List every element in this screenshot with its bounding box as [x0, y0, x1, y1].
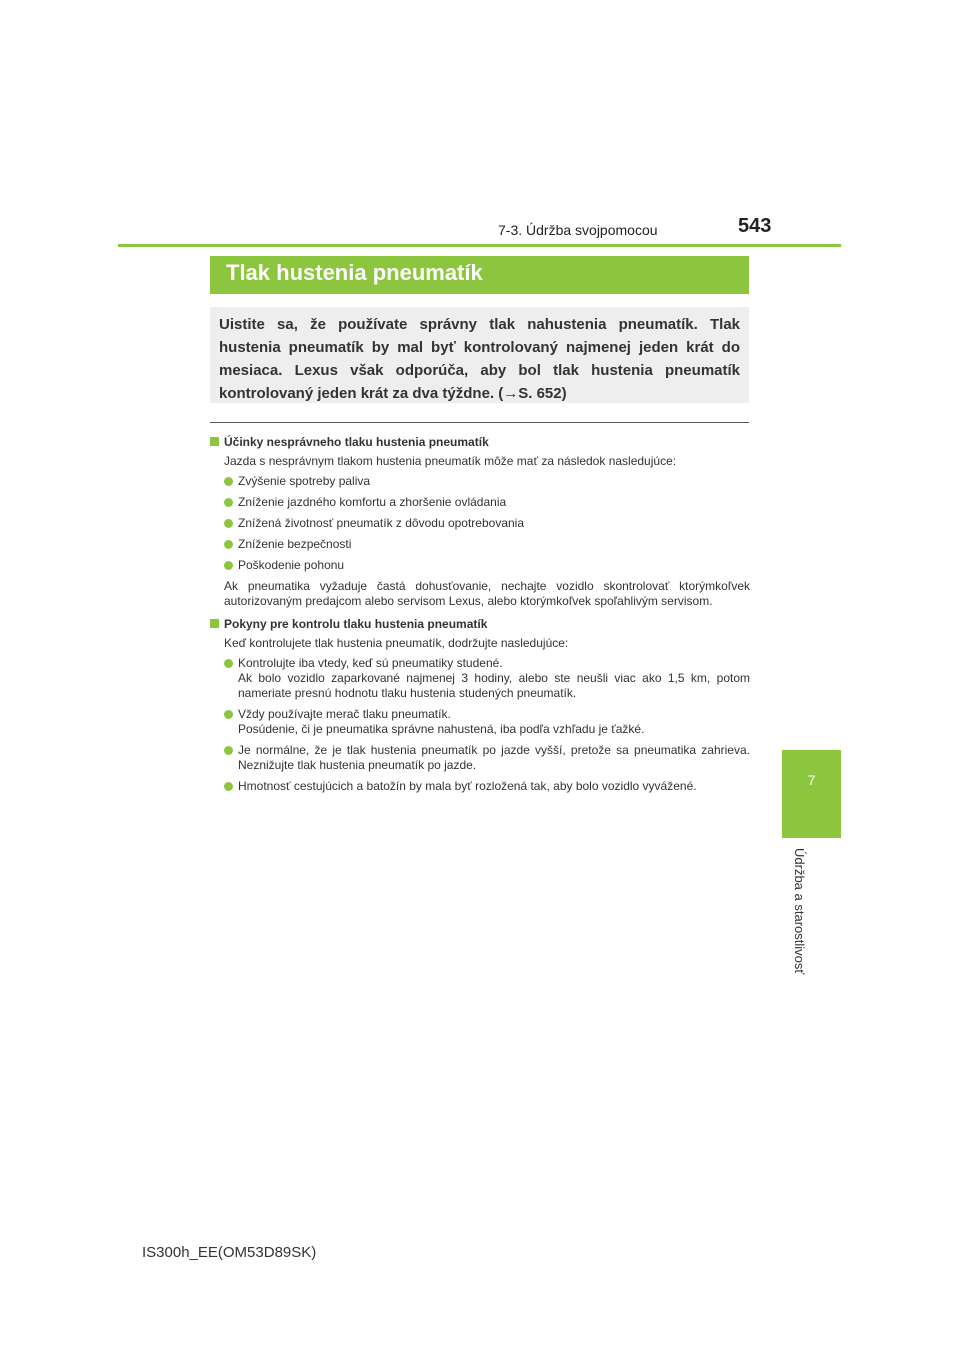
- list-item: Je normálne, že je tlak hustenia pneumatík po jazde vyšší, pretože sa pneumatika zahrieva. Neznižujte tlak hustenia pneumatík po jazde.: [210, 743, 750, 773]
- round-bullet-icon: [224, 477, 233, 486]
- square-bullet-icon: [210, 437, 219, 446]
- list-item: Poškodenie pohonu: [210, 558, 750, 573]
- divider: [210, 422, 749, 423]
- round-bullet-icon: [224, 659, 233, 668]
- list-item: Zníženie jazdného komfortu a zhoršenie ovládania: [210, 495, 750, 510]
- header-rule: [118, 244, 841, 247]
- round-bullet-icon: [224, 519, 233, 528]
- section-lead: Jazda s nesprávnym tlakom hustenia pneumatík môže mať za následok nasledujúce:: [224, 454, 677, 468]
- list-item: Vždy používajte merač tlaku pneumatík. Posúdenie, či je pneumatika správne nahustená, iba podľa vzhľadu je ťažké.: [210, 707, 750, 737]
- document-code: IS300h_EE(OM53D89SK): [142, 1244, 317, 1261]
- section-heading: Pokyny pre kontrolu tlaku hustenia pneumatík: [210, 616, 750, 632]
- chapter-number: 7: [807, 772, 816, 788]
- round-bullet-icon: [224, 746, 233, 755]
- section-header: 7-3. Údržba svojpomocou: [498, 222, 658, 238]
- chapter-tab: [782, 750, 841, 838]
- intro-box: [210, 307, 749, 403]
- list-item: Zvýšenie spotreby paliva: [210, 474, 750, 489]
- round-bullet-icon: [224, 782, 233, 791]
- intro-text: Uistite sa, že používate správny tlak nahustenia pneumatík. Tlak hustenia pneumatík by mal byť kontrolovaný najmenej jeden krát do mesiaca. Lexus však odporúča, aby bol tlak hustenia pneumatík kontrolovaný jeden krát za dva týždne. (→S. 652): [219, 316, 740, 402]
- page-title: Tlak hustenia pneumatík: [226, 260, 483, 285]
- page-number: 543: [738, 215, 772, 237]
- list-item: Hmotnosť cestujúcich a batožín by mala byť rozložená tak, aby bolo vozidlo vyvážené.: [210, 779, 750, 794]
- list-item: Kontrolujte iba vtedy, keď sú pneumatiky studené. Ak bolo vozidlo zaparkované najmenej 3 hodiny, alebo ste neušli viac ako 1,5 km, potom nameriate presnú hodnotu tlaku hustenia studených pneumatík.: [210, 656, 750, 701]
- round-bullet-icon: [224, 561, 233, 570]
- title-bar: [210, 256, 749, 294]
- section-note: Ak pneumatika vyžaduje častá dohusťovanie, nechajte vozidlo skontrolovať ktorýmkoľvek autorizovaným predajcom alebo servisom Lexus, alebo ktorýmkoľvek spoľahlivým servisom.: [224, 579, 750, 608]
- list-item: Znížená životnosť pneumatík z dôvodu opotrebovania: [210, 516, 750, 531]
- round-bullet-icon: [224, 540, 233, 549]
- chapter-label: Údržba a starostlivosť: [792, 848, 807, 975]
- round-bullet-icon: [224, 710, 233, 719]
- square-bullet-icon: [210, 619, 219, 628]
- round-bullet-icon: [224, 498, 233, 507]
- list-item: Zníženie bezpečnosti: [210, 537, 750, 552]
- section-lead: Keď kontrolujete tlak hustenia pneumatík, dodržujte nasledujúce:: [224, 636, 569, 650]
- content: [210, 434, 750, 800]
- section-heading: Účinky nesprávneho tlaku hustenia pneumatík: [210, 434, 750, 450]
